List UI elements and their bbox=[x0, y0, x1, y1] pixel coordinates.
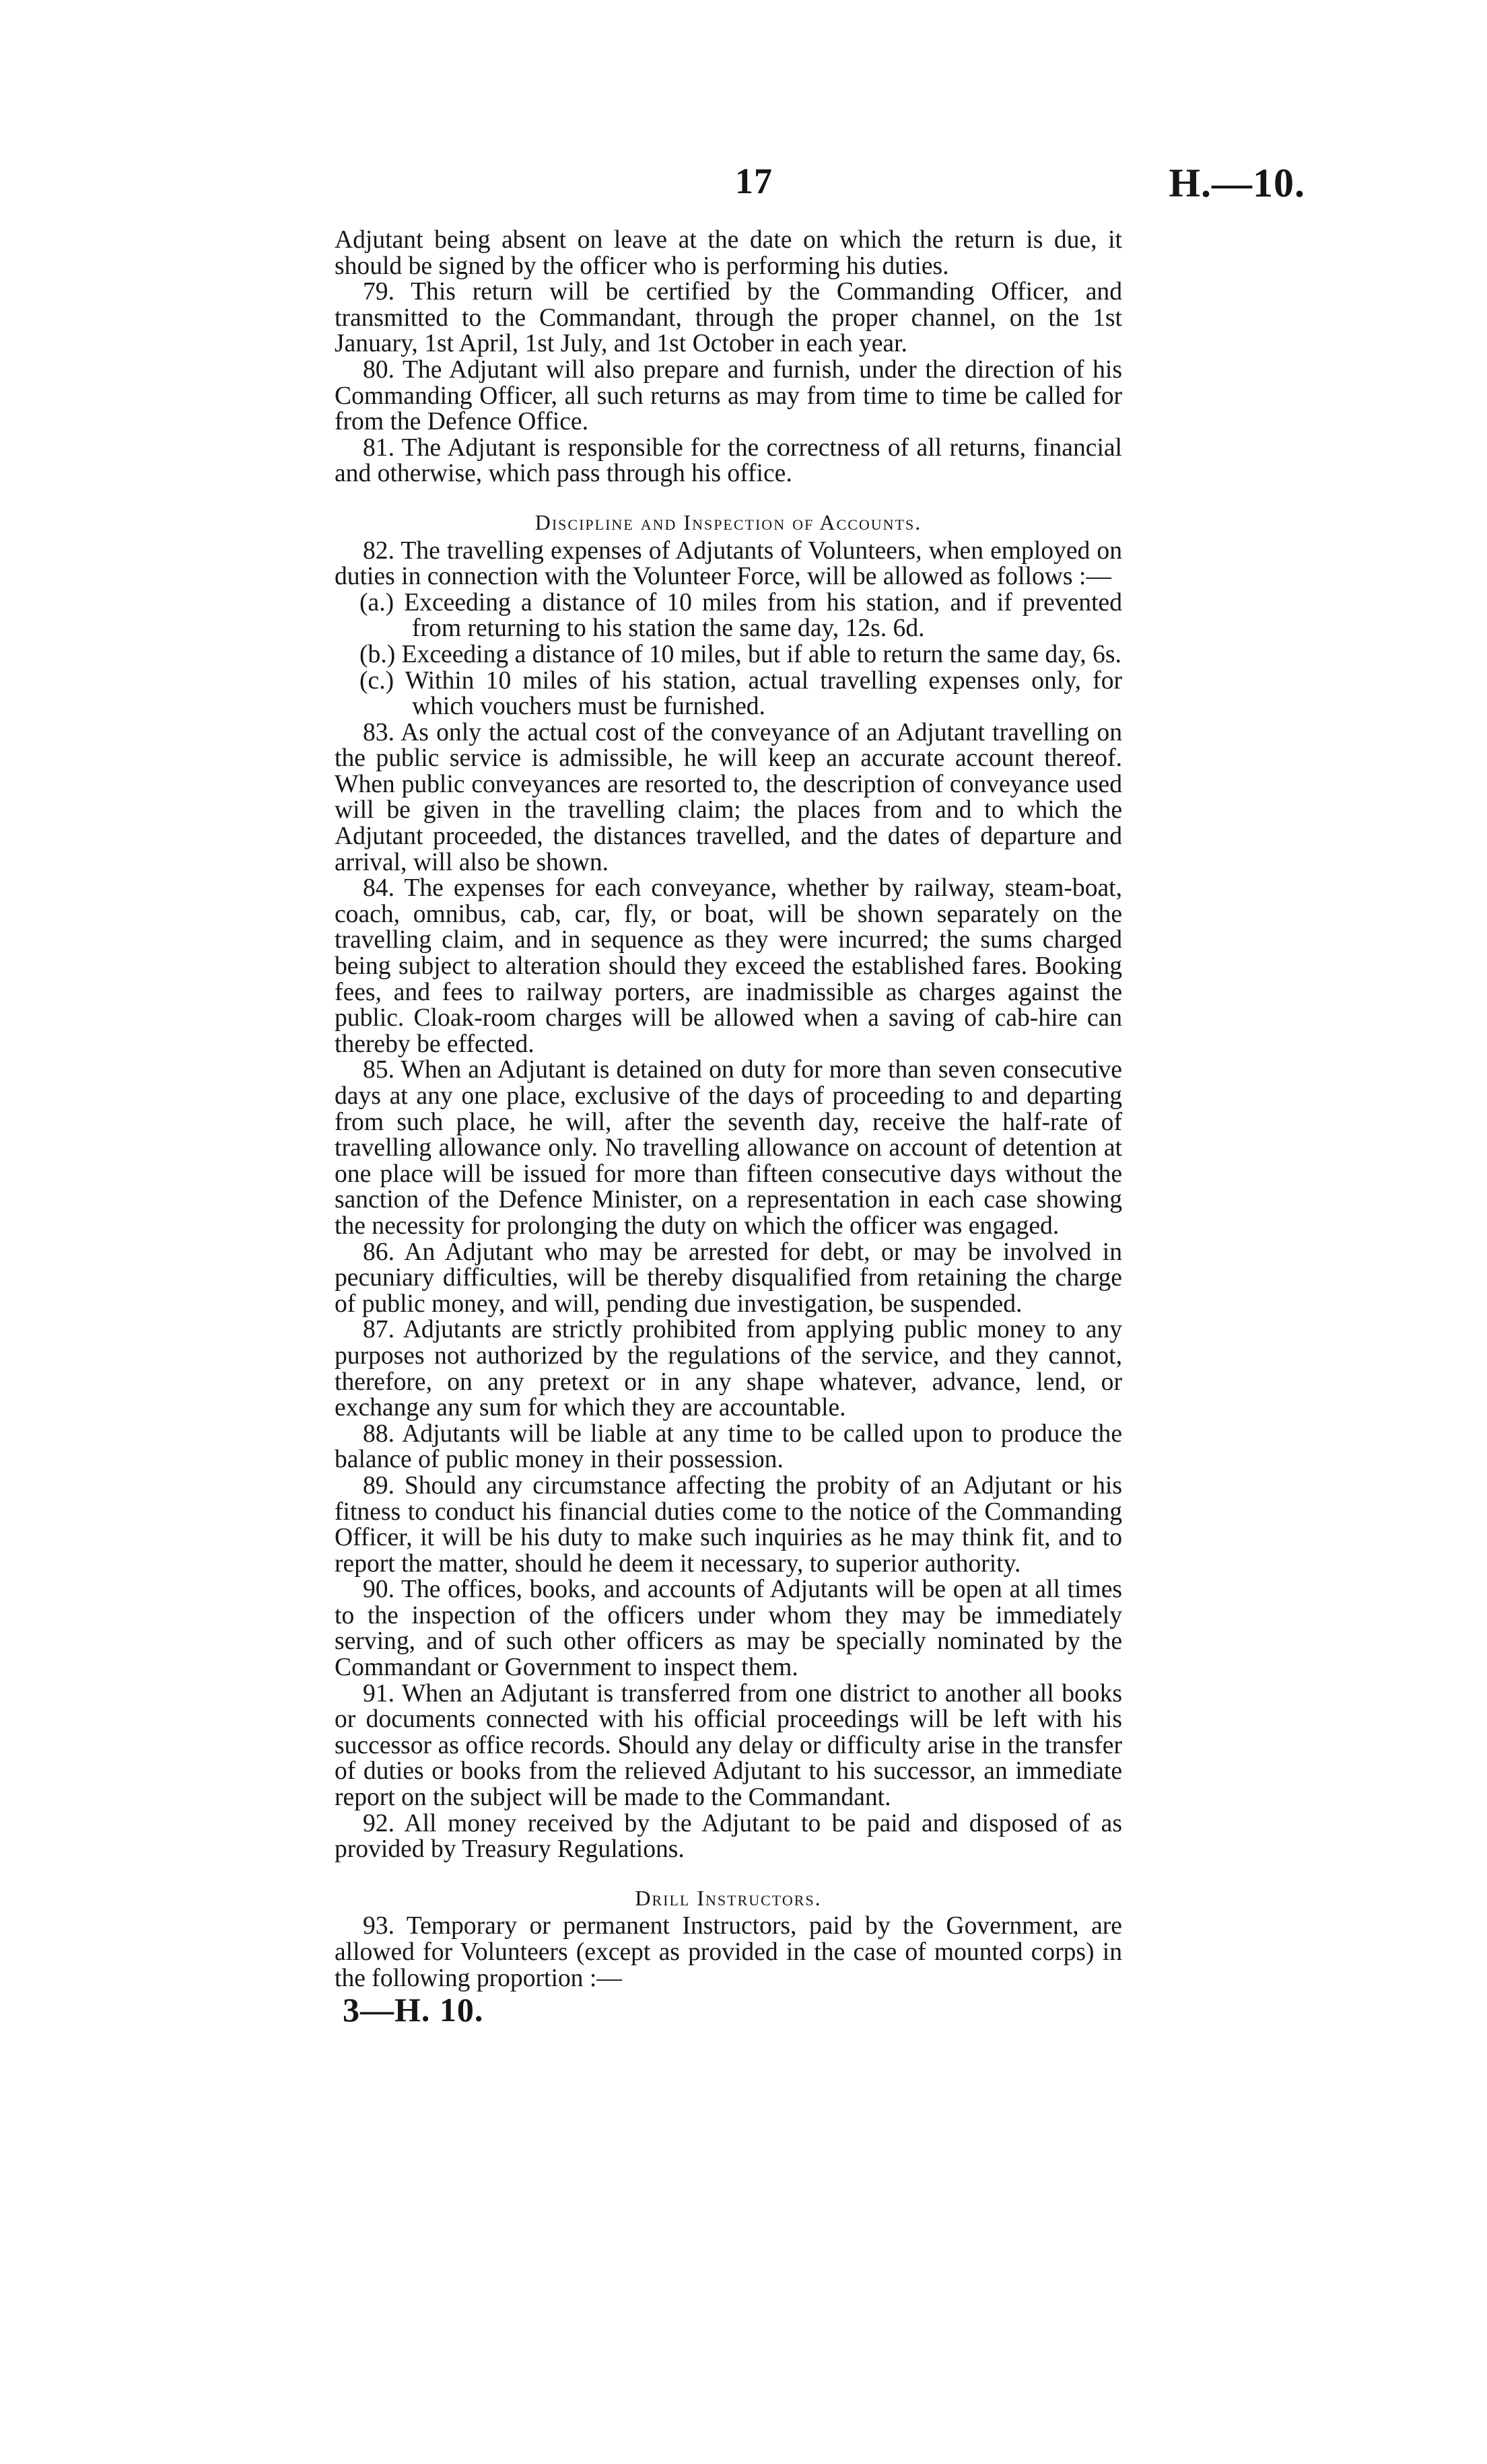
page-number: 17 bbox=[735, 161, 773, 201]
paragraph-84: 84. The expenses for each conveyance, whether by railway, steam-boat, coach, omnibus, cab, car, fly, or boat, will be shown separately on the travelling claim, and in sequence as they were incurred; the sums charged being subject to alteration should they exceed the established fares. Booking fees, and fees to railway porters, are inadmissible as charges against the public. Cloak-room charges will be allowed when a saving of cab-hire can thereby be effected. bbox=[335, 874, 1122, 1058]
paragraph-86: 86. An Adjutant who may be arrested for debt, or may be involved in pecuniary difficulties, will be thereby disqualified from retaining the charge of public money, and will, pending due investigation, be suspended. bbox=[335, 1238, 1122, 1318]
paragraph-81: 81. The Adjutant is responsible for the correctness of all returns, financial and otherwise, which pass through his office. bbox=[335, 433, 1122, 488]
signature-mark: 3—H. 10. bbox=[343, 1991, 484, 2029]
section-heading-discipline: Discipline and Inspection of Accounts. bbox=[534, 509, 922, 534]
paragraph-93: 93. Temporary or permanent Instructors, paid by the Government, are allowed for Volunteers (except as provided in the case of mounted corps) in the following proportion :— bbox=[335, 1912, 1122, 1992]
section-heading-drill-instructors: Drill Instructors. bbox=[635, 1885, 822, 1910]
paragraph-92: 92. All money received by the Adjutant to be paid and disposed of as provided by Treasury Regulations. bbox=[335, 1809, 1122, 1864]
paragraph-90: 90. The offices, books, and accounts of Adjutants will be open at all times to the inspection of the officers under whom they may be immediately serving, and of such other officers as may be specially nominated by the Commandant or Government to inspect them. bbox=[335, 1576, 1122, 1682]
paragraph-83: 83. As only the actual cost of the conveyance of an Adjutant travelling on the public service is admissible, he will keep an accurate account thereof. When public conveyances are resorted to, the description of conveyance used will be given in the travelling claim; the places from and to which the Adjutant proceeded, the distances travelled, and the dates of departure and arrival, will also be shown. bbox=[335, 718, 1122, 876]
paragraph-85: 85. When an Adjutant is detained on duty for more than seven consecutive days at any one place, exclusive of the days of proceeding to and departing from such place, he will, after the seventh day, receive the half-rate of travelling allowance only. No travelling allowance on account of detention at one place will be issued for more than fifteen consecutive days without the sanction of the Defence Minister, on a representation in each case showing the necessity for prolonging the duty on which the officer was engaged. bbox=[335, 1056, 1122, 1240]
paragraph-82: 82. The travelling expenses of Adjutants of Volunteers, when employed on duties in connection with the Volunteer Force, will be allowed as follows :— bbox=[335, 536, 1122, 591]
paragraph-79: 79. This return will be certified by the Commanding Officer, and transmitted to the Commandant, through the proper channel, on the 1st January, 1st April, 1st July, and 1st October in each year. bbox=[335, 278, 1122, 358]
paragraph-87: 87. Adjutants are strictly prohibited from applying public money to any purposes not authorized by the regulations of the service, and they cannot, therefore, on any pretext or in any shape whatever, advance, lend, or exchange any sum for which they are accountable. bbox=[335, 1316, 1122, 1422]
paragraph-80: 80. The Adjutant will also prepare and furnish, under the direction of his Commanding Officer, all such returns as may from time to time be called for from the Defence Office. bbox=[335, 355, 1122, 436]
list-item-b: (b.) Exceeding a distance of 10 miles, but if able to return the same day, 6s. bbox=[359, 640, 1121, 668]
body-text bbox=[335, 226, 1122, 2029]
travelling-allowance-list bbox=[335, 590, 1122, 720]
paragraph-89: 89. Should any circumstance affecting the probity of an Adjutant or his fitness to conduct his financial duties come to the notice of the Commanding Officer, it will be his duty to make such inquiries as he may think fit, and to report the matter, should he deem it necessary, to superior authority. bbox=[335, 1471, 1122, 1578]
paragraph-88: 88. Adjutants will be liable at any time to be called upon to produce the balance of public money in their possession. bbox=[335, 1419, 1122, 1474]
list-item-c: (c.) Within 10 miles of his station, actual travelling expenses only, for which vouchers must be furnished. bbox=[359, 666, 1122, 721]
paragraph-91: 91. When an Adjutant is transferred from one district to another all books or documents connected with his official proceedings will be left with his successor as office records. Should any delay or difficulty arise in the transfer of duties or books from the relieved Adjutant to his successor, an immediate report on the subject will be made to the Commandant. bbox=[335, 1679, 1122, 1812]
document-code: H.—10. bbox=[1169, 161, 1305, 205]
list-item-a: (a.) Exceeding a distance of 10 miles from his station, and if prevented from returning to his station the same day, 12s. 6d. bbox=[359, 588, 1122, 643]
paragraph-continuation: Adjutant being absent on leave at the date on which the return is due, it should be signed by the officer who is performing his duties. bbox=[335, 226, 1122, 280]
